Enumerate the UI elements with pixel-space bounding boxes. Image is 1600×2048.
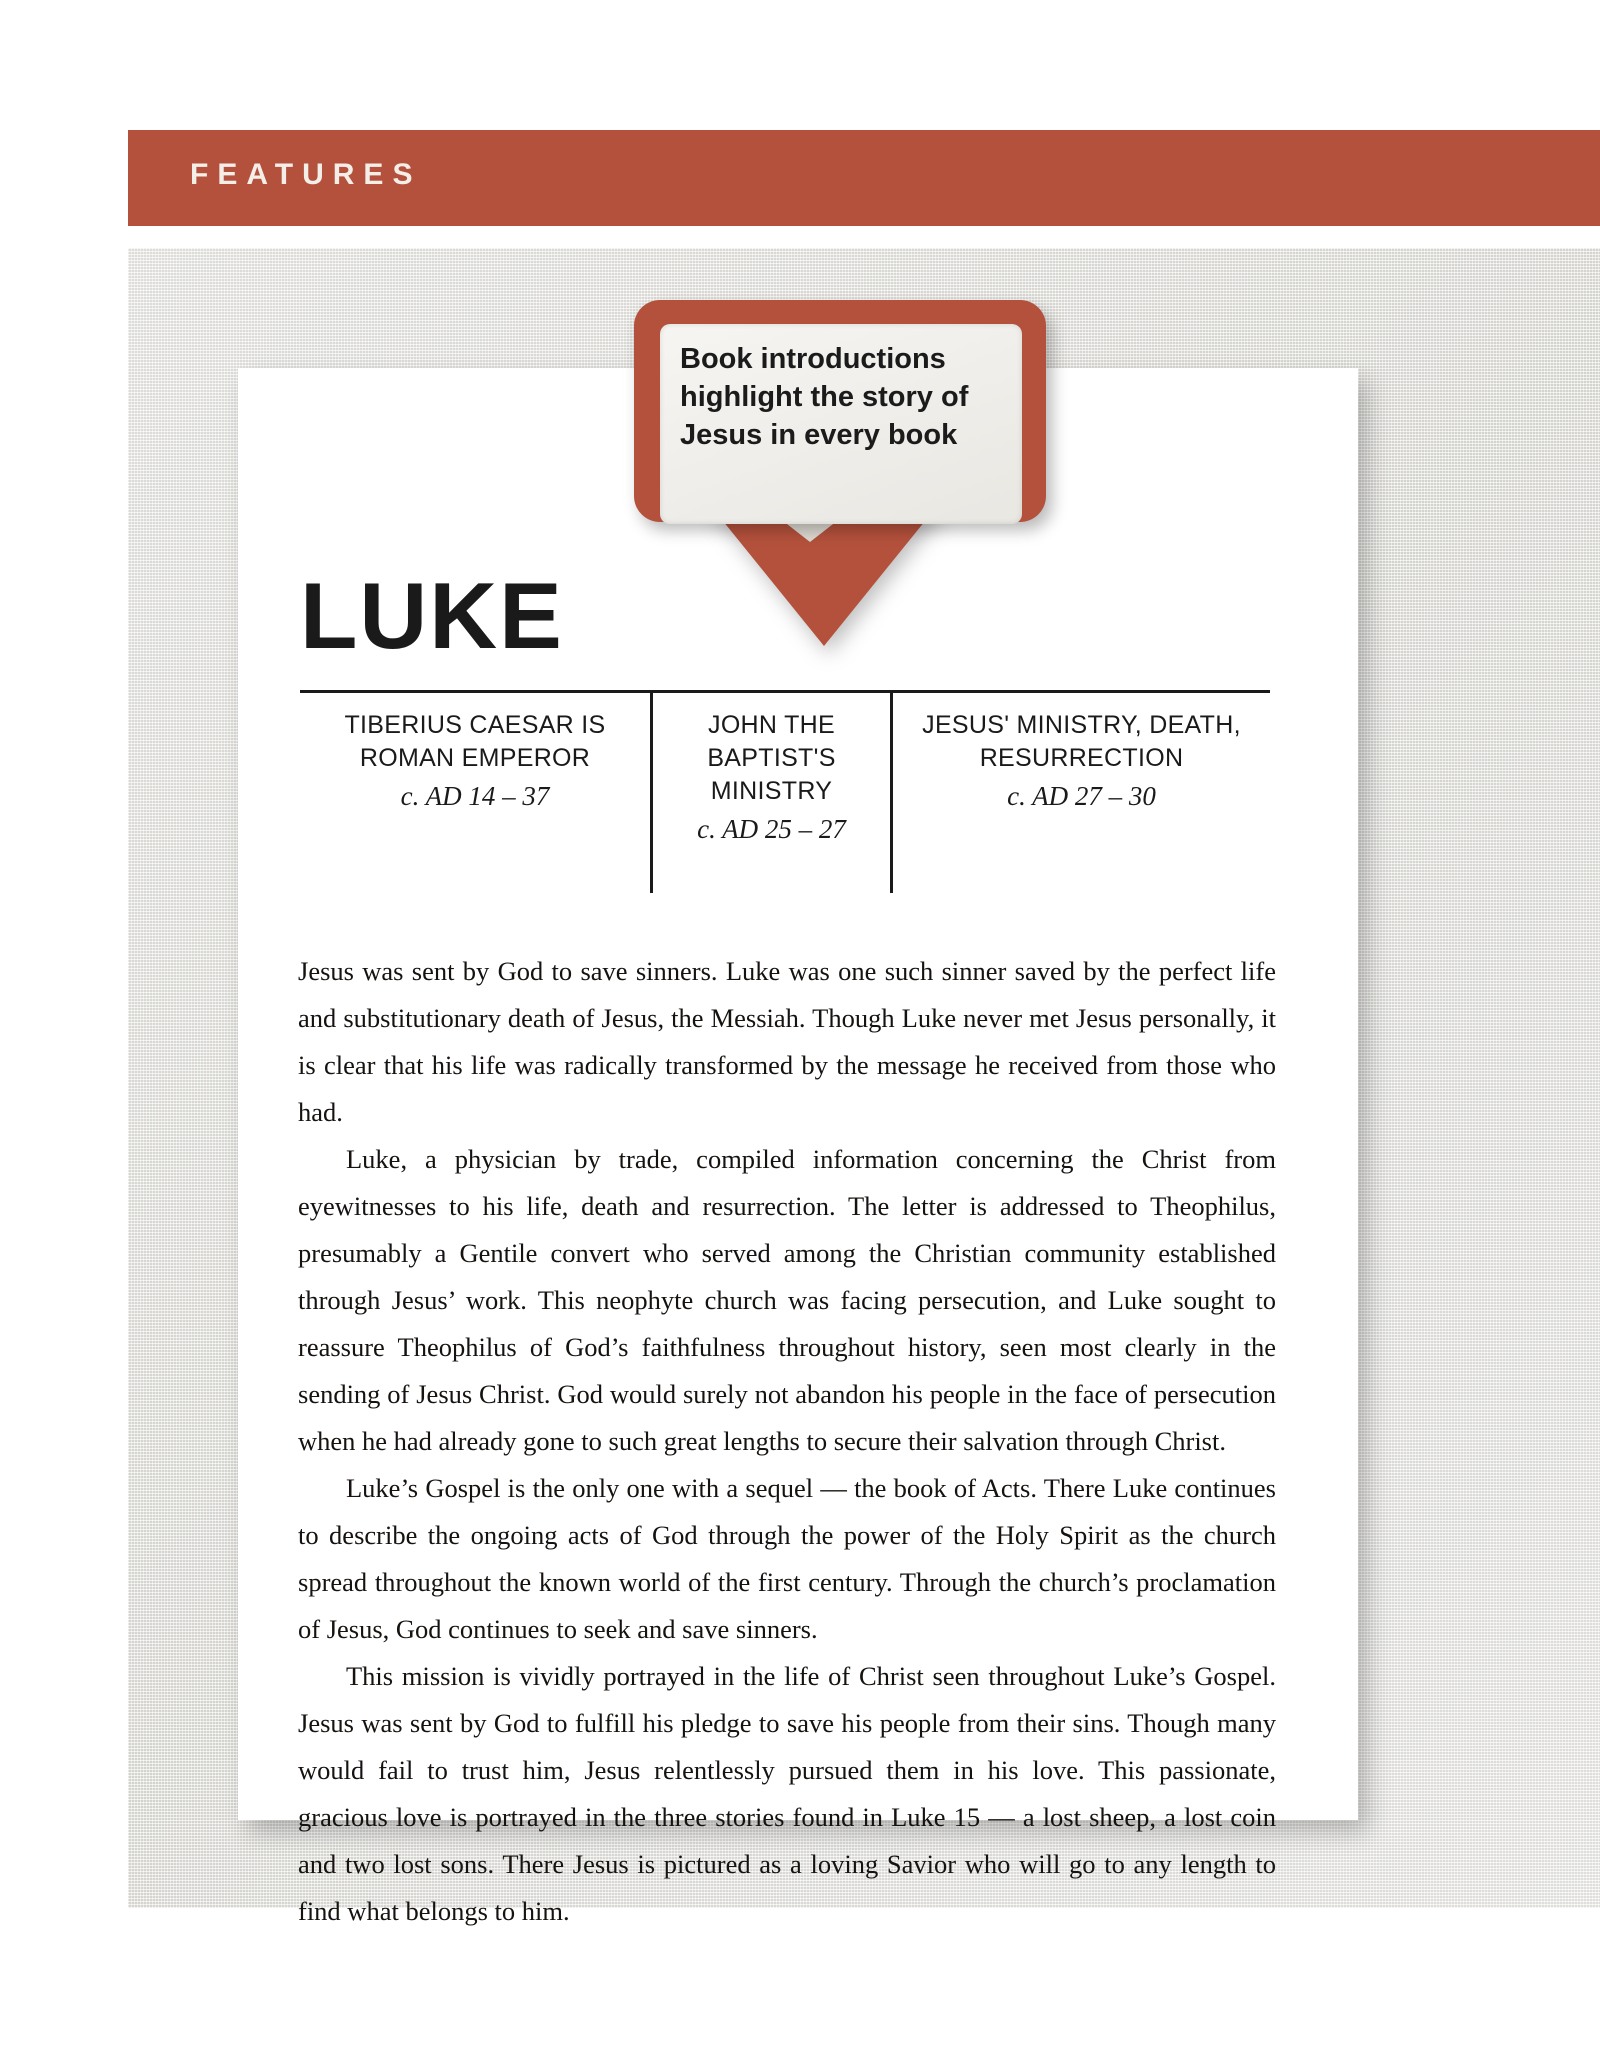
timeline-event-1-label: TIBERIUS CAESAR IS ROMAN EMPEROR [344, 711, 606, 772]
callout-text: Book introductions highlight the story of Jesus in every book [680, 343, 969, 451]
paragraph-2: Luke, a physician by trade, compiled information concerning the Christ from eyewitnesses to his life, death and resurrection. The letter is addressed to Theophilus, presumably a Gentile convert who served among the Christian community established through Jesus’ work. This neophyte church was facing persecution, and Luke sought to reassure Theophilus of God’s faithfulness throughout history, seen most clearly in the sending of Jesus Christ. God would surely not abandon his people in the face of persecution when he had already gone to such great lengths to secure their salvation through Christ. [298, 1144, 1276, 1456]
callout-body [634, 300, 1046, 522]
timeline-event-2 [650, 693, 890, 893]
paragraph-3: Luke’s Gospel is the only one with a sequel — the book of Acts. There Luke continues to describe the ongoing acts of God through the power of the Holy Spirit as the church spread throughout the known world of the first century. Through the church’s proclamation of Jesus, God continues to seek and save sinners. [298, 1473, 1276, 1644]
timeline-event-3-date: c. AD 27 – 30 [1007, 781, 1156, 811]
book-title: LUKE [300, 563, 564, 668]
timeline-event-1-date: c. AD 14 – 37 [400, 781, 550, 811]
callout-inner-panel [660, 324, 1022, 524]
timeline-event-3-label: JESUS' MINISTRY, DEATH, RESURRECTION [922, 711, 1241, 772]
callout-bubble [634, 300, 1046, 542]
timeline-event-2-label: JOHN THE BAPTIST'S MINISTRY [707, 711, 836, 805]
timeline-event-2-date: c. AD 25 – 27 [697, 814, 846, 844]
paragraph-4: This mission is vividly portrayed in the life of Christ seen throughout Luke’s Gospel. Jesus was sent by God to fulfill his pledge to save his people from their sins. Though many would fail to trust him, Jesus relentlessly pursued them in his love. This passionate, gracious love is portrayed in the three stories found in Luke 15 — a lost sheep, a lost coin and two lost sons. There Jesus is pictured as a loving Savior who will go to any length to find what belongs to him. [298, 1661, 1276, 1926]
timeline-event-3 [890, 693, 1270, 893]
timeline-event-1 [300, 693, 650, 893]
timeline [300, 690, 1270, 893]
book-introduction-text [298, 948, 1276, 1935]
page-title: FEATURES [190, 158, 422, 191]
paragraph-1: Jesus was sent by God to save sinners. Luke was one such sinner saved by the perfect life and substitutionary death of Jesus, the Messiah. Though Luke never met Jesus personally, it is clear that his life was radically transformed by the message he received from those who had. [298, 956, 1276, 1127]
